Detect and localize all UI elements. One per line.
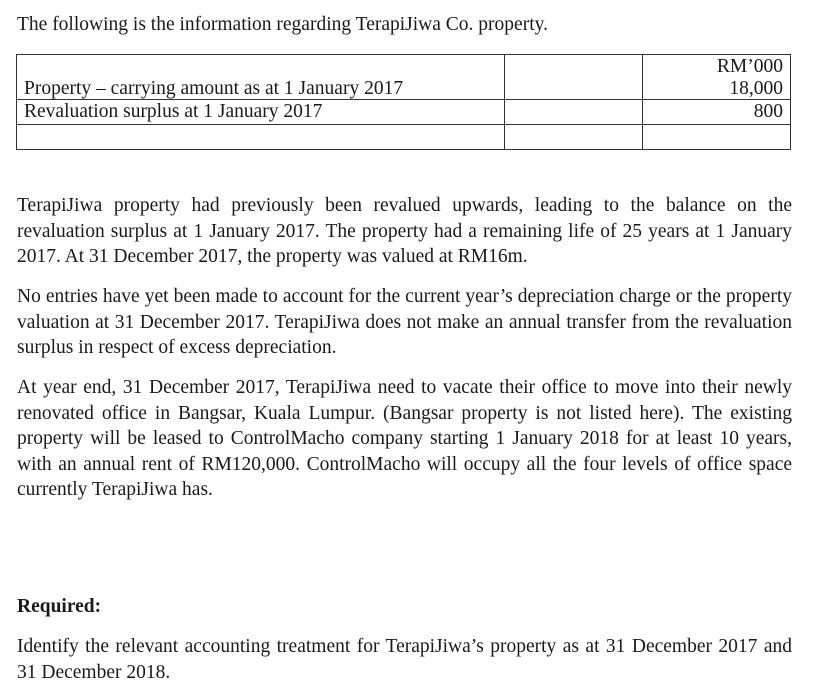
table-cell bbox=[505, 100, 643, 125]
paragraph-revaluation: TerapiJiwa property had previously been revalued upwards, leading to the balance on the revaluation surplus at 1 January 2017. The property had a remaining life of 25 years at 1 January 2017. At 31 December 2017, the property was valued at RM16m. bbox=[17, 195, 792, 267]
row-label: Property – carrying amount as at 1 January 2017 bbox=[17, 79, 505, 100]
row-value: 18,000 bbox=[643, 79, 791, 100]
table-header-row bbox=[17, 55, 791, 80]
table-row bbox=[17, 100, 791, 125]
table-cell bbox=[643, 125, 791, 150]
table-cell bbox=[505, 125, 643, 150]
paragraph-lease: At year end, 31 December 2017, TerapiJiwa need to vacate their office to move into their newly renovated office in Bangsar, Kuala Lumpur. (Bangsar property is not listed here). The existing property will be leased to ControlMacho company starting 1 January 2018 for at least 10 years, with an annual rent of RM120,000. ControlMacho will occupy all the four levels of office space currently TerapiJiwa has. bbox=[17, 377, 792, 500]
table-cell bbox=[17, 125, 505, 150]
table-cell bbox=[505, 55, 643, 80]
required-heading: Required: bbox=[17, 596, 102, 617]
unit-header: RM’000 bbox=[643, 55, 791, 80]
paragraph-no-entries: No entries have yet been made to account for the current year’s depreciation charge or the property valuation at 31 December 2017. TerapiJiwa does not make an annual transfer from the revaluation surplus in respect of excess depreciation. bbox=[17, 286, 792, 358]
property-info-table bbox=[16, 54, 791, 150]
table-cell bbox=[505, 79, 643, 100]
table-cell bbox=[17, 55, 505, 80]
intro-text: The following is the information regarding TerapiJiwa Co. property. bbox=[17, 14, 548, 35]
table-row bbox=[17, 79, 791, 100]
required-text: Identify the relevant accounting treatment for TerapiJiwa’s property as at 31 December 2017 and 31 December 2018. bbox=[17, 636, 792, 683]
row-value: 800 bbox=[643, 100, 791, 125]
table-row bbox=[17, 125, 791, 150]
row-label: Revaluation surplus at 1 January 2017 bbox=[17, 100, 505, 125]
